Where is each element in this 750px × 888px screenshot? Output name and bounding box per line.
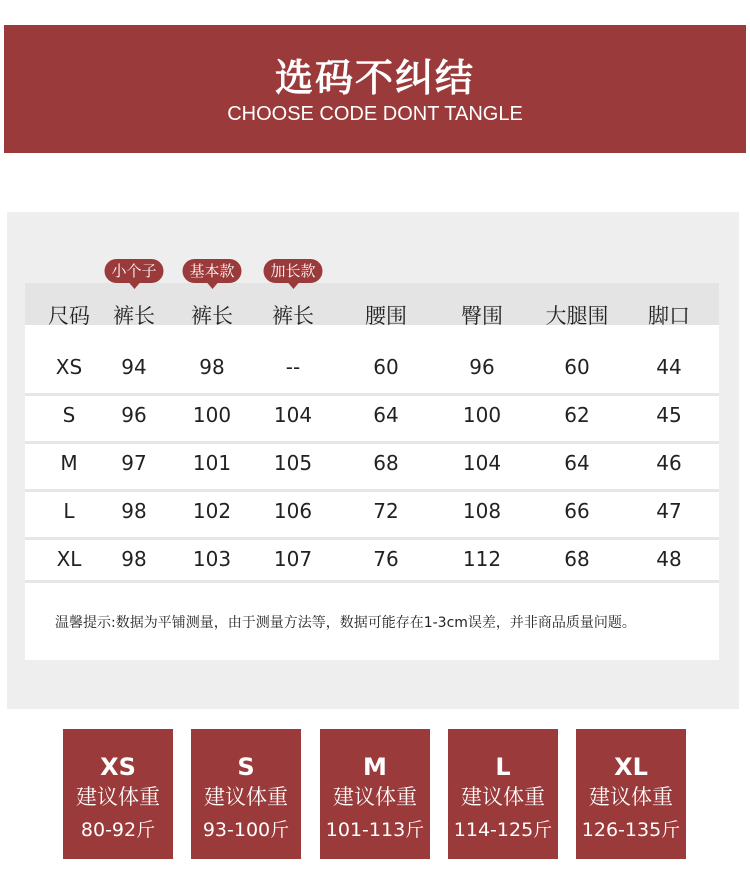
weight-card-size: M bbox=[363, 753, 387, 781]
table-row bbox=[25, 438, 719, 486]
cell-length-petite: 96 bbox=[121, 403, 147, 427]
page-title: 选码不纠结 bbox=[274, 56, 475, 100]
measurement-note: 温馨提示:数据为平铺测量，由于测量方法等，数据可能存在1-3cm误差，并非商品质量问题。 bbox=[55, 615, 636, 631]
weight-card-l bbox=[448, 729, 558, 859]
tag-regular: 基本款 bbox=[182, 259, 241, 283]
cell-length-regular: 98 bbox=[199, 355, 225, 379]
cell-thigh: 62 bbox=[564, 403, 590, 427]
cell-size: XS bbox=[55, 355, 83, 379]
cell-waist: 68 bbox=[373, 451, 399, 475]
cell-length-petite: 97 bbox=[121, 451, 147, 475]
header-leg-opening: 脚口 bbox=[648, 304, 690, 328]
cell-thigh: 60 bbox=[564, 355, 590, 379]
weight-card-s bbox=[191, 729, 301, 859]
weight-card-range: 101-113斤 bbox=[325, 819, 425, 841]
cell-hip: 108 bbox=[462, 499, 502, 523]
weight-card-xs bbox=[63, 729, 173, 859]
header-hip: 臀围 bbox=[461, 304, 503, 328]
cell-size: XL bbox=[56, 547, 82, 571]
cell-leg-opening: 44 bbox=[656, 355, 682, 379]
weight-card-range: 93-100斤 bbox=[202, 819, 290, 841]
table-row bbox=[25, 342, 719, 390]
cell-hip: 96 bbox=[469, 355, 495, 379]
cell-length-regular: 103 bbox=[192, 547, 232, 571]
cell-length-long: 105 bbox=[273, 451, 313, 475]
cell-waist: 72 bbox=[373, 499, 399, 523]
header-thigh: 大腿围 bbox=[545, 304, 609, 328]
weight-card-label: 建议体重 bbox=[76, 785, 160, 809]
header-length-petite: 裤长 bbox=[113, 304, 155, 328]
weight-card-m bbox=[320, 729, 430, 859]
cell-waist: 76 bbox=[373, 547, 399, 571]
cell-leg-opening: 47 bbox=[656, 499, 682, 523]
cell-length-petite: 98 bbox=[121, 547, 147, 571]
weight-card-range: 80-92斤 bbox=[80, 819, 156, 841]
weight-card-size: XS bbox=[100, 753, 136, 781]
weight-card-xl bbox=[576, 729, 686, 859]
header-length-regular: 裤长 bbox=[191, 304, 233, 328]
cell-hip: 100 bbox=[462, 403, 502, 427]
weight-card-label: 建议体重 bbox=[204, 785, 288, 809]
cell-size: S bbox=[62, 403, 76, 427]
weight-card-label: 建议体重 bbox=[461, 785, 545, 809]
table-row bbox=[25, 486, 719, 534]
cell-hip: 104 bbox=[462, 451, 502, 475]
cell-length-petite: 94 bbox=[121, 355, 147, 379]
header-banner bbox=[4, 25, 746, 153]
page-subtitle: CHOOSE CODE DONT TANGLE bbox=[227, 103, 523, 125]
cell-length-regular: 102 bbox=[192, 499, 232, 523]
cell-size: M bbox=[60, 451, 78, 475]
weight-card-range: 126-135斤 bbox=[581, 819, 681, 841]
cell-length-long: -- bbox=[285, 355, 301, 379]
cell-length-regular: 100 bbox=[192, 403, 232, 427]
cell-length-long: 107 bbox=[273, 547, 313, 571]
weight-card-size: XL bbox=[614, 753, 648, 781]
cell-thigh: 68 bbox=[564, 547, 590, 571]
cell-length-long: 106 bbox=[273, 499, 313, 523]
cell-length-long: 104 bbox=[273, 403, 313, 427]
cell-leg-opening: 48 bbox=[656, 547, 682, 571]
header-waist: 腰围 bbox=[365, 304, 407, 328]
cell-hip: 112 bbox=[462, 547, 502, 571]
cell-thigh: 66 bbox=[564, 499, 590, 523]
cell-waist: 64 bbox=[373, 403, 399, 427]
table-row bbox=[25, 534, 719, 582]
header-length-long: 裤长 bbox=[272, 304, 314, 328]
table-row bbox=[25, 390, 719, 438]
tag-long: 加长款 bbox=[263, 259, 322, 283]
cell-size: L bbox=[63, 499, 75, 523]
cell-length-regular: 101 bbox=[192, 451, 232, 475]
tag-petite: 小个子 bbox=[104, 259, 163, 283]
weight-card-size: S bbox=[237, 753, 255, 781]
cell-leg-opening: 45 bbox=[656, 403, 682, 427]
cell-waist: 60 bbox=[373, 355, 399, 379]
cell-leg-opening: 46 bbox=[656, 451, 682, 475]
weight-card-size: L bbox=[495, 753, 511, 781]
weight-card-label: 建议体重 bbox=[589, 785, 673, 809]
row-divider bbox=[25, 580, 719, 583]
header-size: 尺码 bbox=[48, 304, 90, 328]
weight-card-label: 建议体重 bbox=[333, 785, 417, 809]
weight-card-range: 114-125斤 bbox=[453, 819, 553, 841]
cell-thigh: 64 bbox=[564, 451, 590, 475]
cell-length-petite: 98 bbox=[121, 499, 147, 523]
